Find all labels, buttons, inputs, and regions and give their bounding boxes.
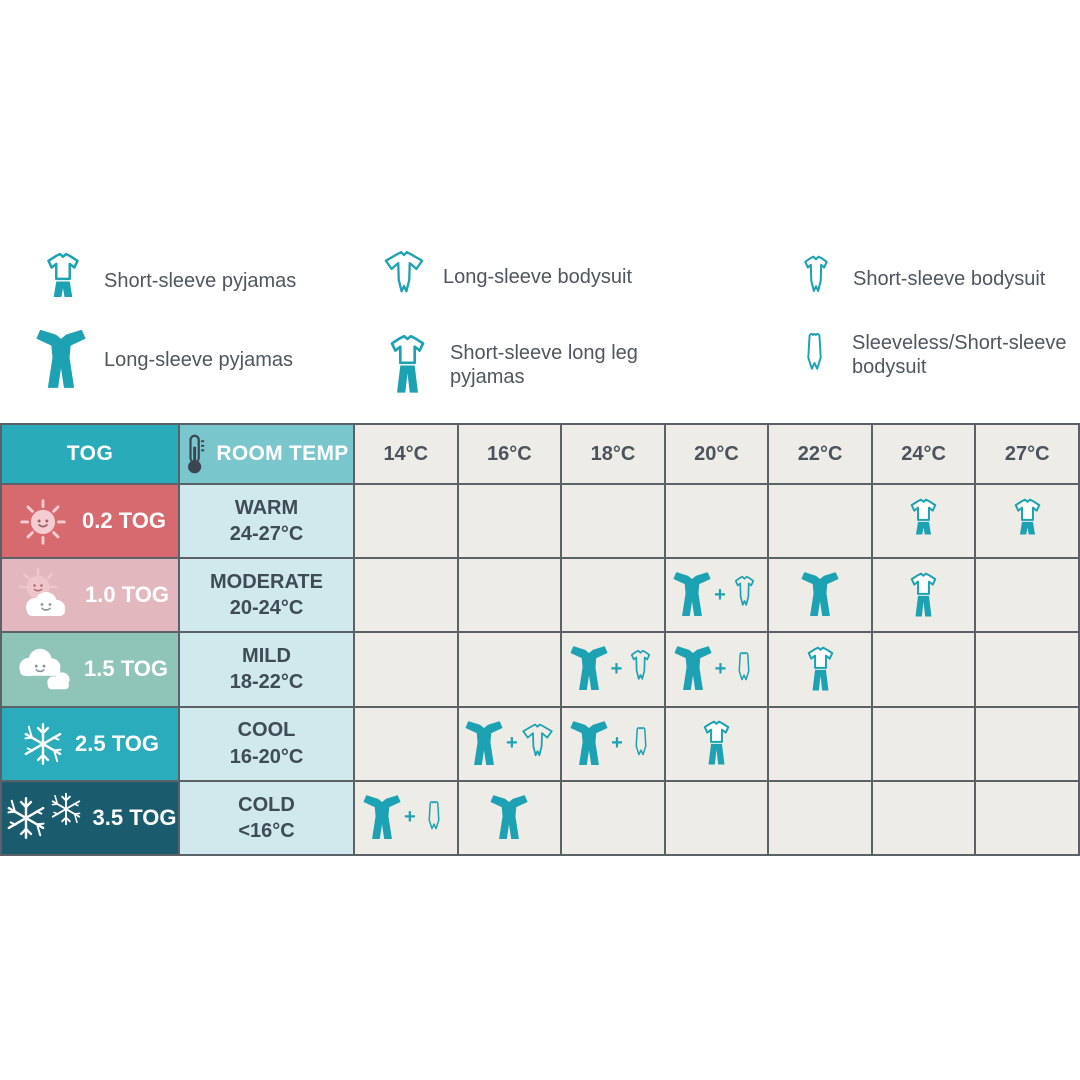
outfit-cell	[459, 782, 561, 854]
tog-row-label-cell	[2, 559, 178, 631]
tog-row-label-cell	[2, 633, 178, 705]
legend-item	[40, 252, 296, 310]
short-sleeve-pyjamas-icon	[40, 252, 86, 310]
long-sleeve-pyjamas-icon	[36, 328, 86, 392]
tog-temperature-table	[0, 423, 1080, 856]
plus-sign: +	[611, 732, 623, 755]
short-sleeve-pyjamas-icon	[40, 252, 86, 310]
long-sleeve-bodysuit-icon	[383, 250, 425, 304]
clouds-icon	[12, 643, 74, 695]
room-temp-column-header	[180, 425, 353, 483]
room-temp-range: 18-22°C	[229, 671, 304, 694]
outfit-cell	[666, 559, 768, 631]
outfit-cell	[873, 633, 975, 705]
outfit-cell	[459, 633, 561, 705]
temp-column-header: 20°C	[666, 425, 768, 483]
tog-row-label: 3.5 TOG	[92, 804, 177, 830]
sleeveless-bodysuit-icon	[795, 330, 834, 380]
outfit-cell	[976, 782, 1078, 854]
tog-column-header	[2, 425, 178, 483]
sleeveless-bodysuit-icon	[419, 797, 449, 839]
short-sleeve-long-leg-pyjamas-icon	[383, 334, 432, 396]
legend-item-label: Long-sleeve bodysuit	[443, 266, 633, 288]
plus-sign: +	[714, 657, 727, 680]
room-temp-range: 16-20°C	[229, 745, 304, 768]
tog-row-label-cell	[2, 708, 178, 780]
temp-column-header: 22°C	[769, 425, 871, 483]
long-sleeve-pyjamas-icon	[673, 571, 711, 619]
outfit-cell	[459, 485, 561, 557]
outfit-cell	[976, 559, 1078, 631]
outfit-cell	[873, 559, 975, 631]
outfit-cell	[459, 559, 561, 631]
long-sleeve-pyjamas-icon	[570, 720, 608, 768]
short-sleeve-bodysuit-icon	[729, 575, 760, 615]
long-sleeve-pyjamas-icon	[490, 794, 528, 842]
room-temp-name: COOL	[237, 719, 296, 742]
room-temp-cell	[180, 708, 353, 780]
sun-behind-cloud-icon	[11, 566, 75, 624]
legend-item-label: Sleeveless/Short-sleeve bodysuit	[852, 332, 1067, 378]
short-sleeve-bodysuit-icon	[797, 255, 835, 303]
legend-item	[795, 330, 1080, 380]
tog-row-label: 0.2 TOG	[82, 508, 166, 534]
outfit-cell	[666, 782, 768, 854]
temp-column-header: 18°C	[562, 425, 664, 483]
temp-column-header: 16°C	[459, 425, 561, 483]
short-sleeve-long-leg-pyjamas-icon	[698, 720, 735, 767]
outfit-cell	[355, 708, 457, 780]
room-temp-name: COLD	[238, 793, 295, 816]
short-sleeve-pyjamas-icon	[905, 498, 942, 545]
plus-sign: +	[403, 806, 416, 829]
outfit-cell	[562, 782, 664, 854]
legend-item	[383, 334, 705, 396]
sleeveless-bodysuit-icon	[795, 330, 834, 380]
tog-row-label-cell	[2, 485, 178, 557]
outfit-cell	[769, 633, 871, 705]
short-sleeve-pyjamas-icon	[1009, 498, 1046, 545]
room-temp-cell	[180, 782, 353, 854]
outfit-cell	[873, 782, 975, 854]
double-snowflake-icon	[4, 796, 83, 840]
tog-row-label-cell	[2, 782, 178, 854]
legend-item-label: Short-sleeve bodysuit	[853, 268, 1046, 290]
room-temp-name: MODERATE	[210, 570, 323, 593]
outfit-cell	[769, 485, 871, 557]
outfit-cell	[562, 633, 664, 705]
sleeveless-bodysuit-icon	[626, 723, 656, 765]
tog-row-label: 1.0 TOG	[85, 582, 169, 608]
room-temp-range: 24-27°C	[229, 523, 304, 546]
snowflake-icon	[49, 792, 83, 826]
tog-row-label: 1.5 TOG	[84, 656, 168, 682]
outfit-cell	[562, 485, 664, 557]
outfit-cell	[355, 782, 457, 854]
room-temp-name: MILD	[242, 645, 291, 668]
legend-item	[383, 250, 632, 304]
tog-row-label: 2.5 TOG	[75, 730, 159, 756]
room-temp-cell	[180, 485, 353, 557]
temp-column-header: 27°C	[976, 425, 1078, 483]
outfit-cell	[355, 559, 457, 631]
long-sleeve-bodysuit-icon	[383, 250, 425, 304]
temp-column-header: 24°C	[873, 425, 975, 483]
long-sleeve-pyjamas-icon	[363, 794, 401, 842]
long-sleeve-pyjamas-icon	[36, 328, 86, 392]
short-sleeve-bodysuit-icon	[625, 649, 656, 689]
outfit-cell	[976, 708, 1078, 780]
thermometer-icon	[184, 433, 208, 475]
room-temp-cell	[180, 559, 353, 631]
legend-item	[36, 328, 293, 392]
room-temp-range: 20-24°C	[229, 597, 304, 620]
plus-sign: +	[506, 732, 518, 755]
outfit-cell	[976, 485, 1078, 557]
outfit-cell	[562, 559, 664, 631]
outfit-cell	[873, 708, 975, 780]
sun-icon	[14, 492, 72, 550]
outfit-cell	[459, 708, 561, 780]
outfit-cell	[873, 485, 975, 557]
outfit-cell	[769, 782, 871, 854]
plus-sign: +	[714, 583, 726, 606]
sleeveless-bodysuit-icon	[729, 648, 759, 690]
long-sleeve-pyjamas-icon	[801, 571, 839, 619]
temp-column-header: 14°C	[355, 425, 457, 483]
legend-item-label: Long-sleeve pyjamas	[104, 349, 293, 371]
outfit-cell	[666, 708, 768, 780]
room-temp-cell	[180, 633, 353, 705]
legend-item-label: Short-sleeve long leg pyjamas	[450, 342, 638, 388]
short-sleeve-long-leg-pyjamas-icon	[383, 334, 432, 396]
plus-sign: +	[610, 657, 623, 680]
short-sleeve-bodysuit-icon	[797, 255, 835, 303]
long-sleeve-pyjamas-icon	[570, 645, 608, 693]
long-sleeve-pyjamas-icon	[674, 645, 712, 693]
legend-item-label: Short-sleeve pyjamas	[104, 270, 297, 292]
short-sleeve-long-leg-pyjamas-icon	[802, 646, 839, 693]
outfit-cell	[355, 633, 457, 705]
room-temp-header-label: ROOM TEMP	[216, 442, 349, 465]
snowflake-icon	[21, 722, 65, 766]
legend-item	[797, 255, 1045, 303]
snowflake-icon	[4, 796, 48, 840]
outfit-cell	[562, 708, 664, 780]
long-sleeve-pyjamas-icon	[465, 720, 503, 768]
outfit-cell	[355, 485, 457, 557]
long-sleeve-bodysuit-icon	[521, 723, 554, 765]
snowflake-icon	[21, 722, 65, 766]
outfit-cell	[666, 485, 768, 557]
outfit-cell	[666, 633, 768, 705]
outfit-cell	[769, 708, 871, 780]
tog-header-label: TOG	[66, 442, 114, 465]
outfit-cell	[769, 559, 871, 631]
room-temp-name: WARM	[234, 496, 299, 519]
room-temp-range: <16°C	[238, 819, 295, 842]
outfit-cell	[976, 633, 1078, 705]
short-sleeve-long-leg-pyjamas-icon	[905, 572, 942, 619]
